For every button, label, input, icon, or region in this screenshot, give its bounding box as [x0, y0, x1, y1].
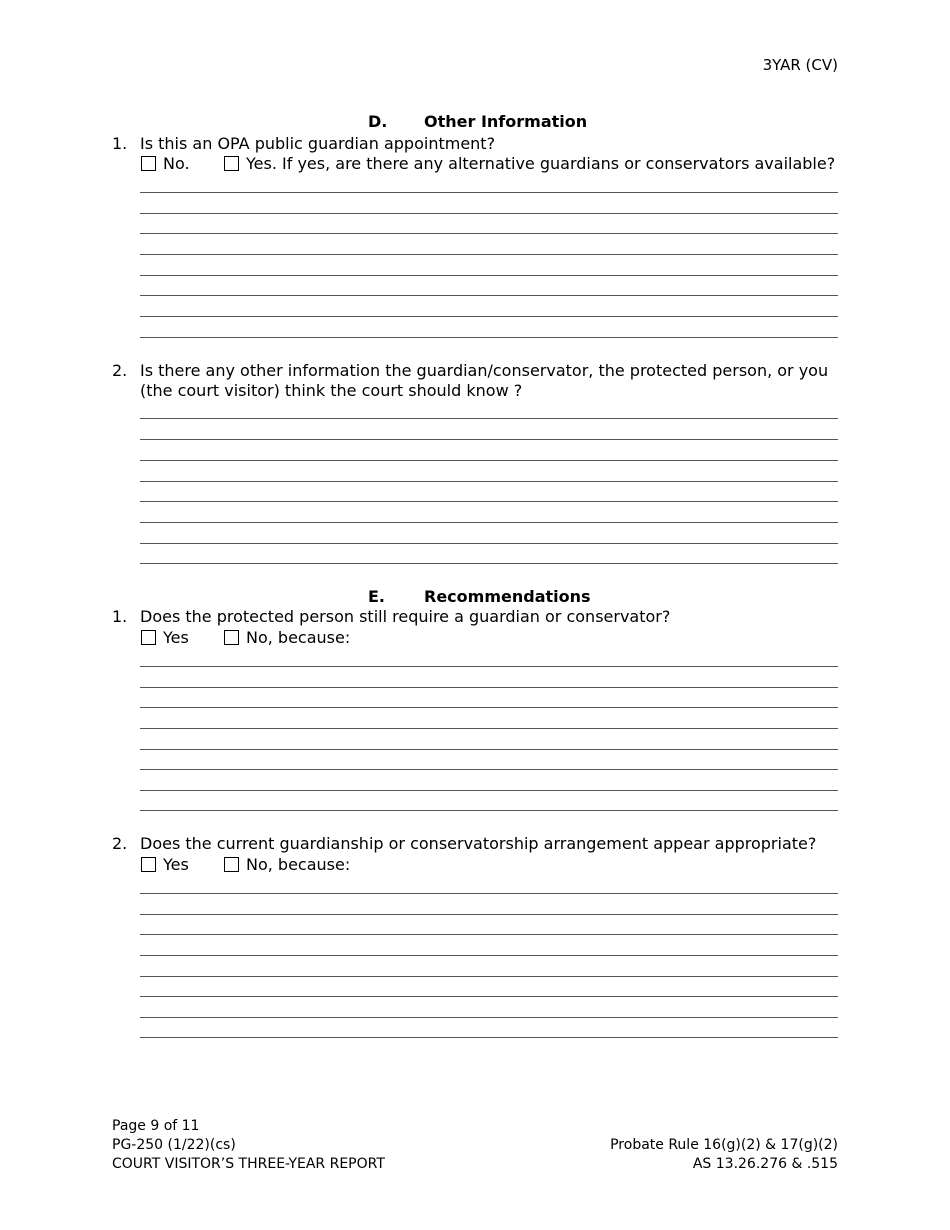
rule-reference: Probate Rule 16(g)(2) & 17(g)(2) [610, 1137, 838, 1153]
section-e-title: Recommendations [424, 587, 591, 606]
statute-reference: AS 13.26.276 & .515 [692, 1156, 838, 1172]
answer-line[interactable] [140, 337, 838, 338]
answer-line[interactable] [140, 213, 838, 214]
d-q1-number: 1. [112, 134, 128, 153]
answer-line[interactable] [140, 707, 838, 708]
answer-line[interactable] [140, 192, 838, 193]
answer-line[interactable] [140, 418, 838, 419]
answer-line[interactable] [140, 914, 838, 915]
page-number: Page 9 of 11 [112, 1118, 200, 1134]
e-q2-yes-checkbox[interactable] [141, 857, 156, 872]
e-q2-no-label: No, because: [246, 855, 351, 874]
d-q1-yes-checkbox[interactable] [224, 156, 239, 171]
answer-line[interactable] [140, 501, 838, 502]
e-q1-no-checkbox[interactable] [224, 630, 239, 645]
e-q2-yes-label: Yes [163, 855, 189, 874]
form-name: COURT VISITOR’S THREE-YEAR REPORT [112, 1156, 385, 1172]
d-q1-no-checkbox[interactable] [141, 156, 156, 171]
d-q1-no-label: No. [163, 154, 190, 173]
answer-line[interactable] [140, 666, 838, 667]
d-q1-option-yes[interactable] [224, 154, 835, 173]
e-q1-yes-checkbox[interactable] [141, 630, 156, 645]
answer-line[interactable] [140, 233, 838, 234]
e-q2-option-yes[interactable] [141, 855, 189, 874]
answer-line[interactable] [140, 955, 838, 956]
answer-line[interactable] [140, 810, 838, 811]
footer-left [112, 1117, 385, 1174]
answer-line[interactable] [140, 295, 838, 296]
e-q1-option-no[interactable] [224, 628, 350, 647]
e-q2-text: Does the current guardianship or conservatorship arrangement appear appropriate? [140, 834, 817, 853]
answer-line[interactable] [140, 1037, 838, 1038]
answer-line[interactable] [140, 275, 838, 276]
answer-line[interactable] [140, 976, 838, 977]
answer-line[interactable] [140, 728, 838, 729]
answer-line[interactable] [140, 1017, 838, 1018]
e-q1-number: 1. [112, 607, 128, 626]
answer-line[interactable] [140, 687, 838, 688]
answer-line[interactable] [140, 790, 838, 791]
e-q1-yes-label: Yes [163, 628, 189, 647]
answer-line[interactable] [140, 543, 838, 544]
e-q2-option-no[interactable] [224, 855, 350, 874]
answer-line[interactable] [140, 522, 838, 523]
e-q2-no-checkbox[interactable] [224, 857, 239, 872]
section-e-heading [0, 587, 950, 609]
answer-line[interactable] [140, 316, 838, 317]
answer-line[interactable] [140, 254, 838, 255]
e-q1-option-yes[interactable] [141, 628, 189, 647]
section-d-heading [0, 112, 950, 134]
e-q1-text: Does the protected person still require a guardian or conservator? [140, 607, 671, 626]
answer-line[interactable] [140, 460, 838, 461]
answer-line[interactable] [140, 439, 838, 440]
d-q1-option-no[interactable] [141, 154, 190, 173]
d-q1-text: Is this an OPA public guardian appointment? [140, 134, 496, 153]
form-code: PG-250 (1/22)(cs) [112, 1137, 236, 1153]
form-id: 3YAR (CV) [762, 56, 838, 74]
answer-line[interactable] [140, 563, 838, 564]
section-d-title: Other Information [424, 112, 588, 131]
answer-line[interactable] [140, 934, 838, 935]
d-q2-number: 2. [112, 361, 128, 380]
footer-right [610, 1136, 838, 1174]
answer-line[interactable] [140, 481, 838, 482]
answer-line[interactable] [140, 769, 838, 770]
d-q2-text: Is there any other information the guardian/conservator, the protected person, or you (the court visitor) think the court should know ? [140, 361, 829, 400]
answer-line[interactable] [140, 749, 838, 750]
section-e-letter: E. [368, 587, 386, 606]
answer-line[interactable] [140, 893, 838, 894]
answer-line[interactable] [140, 996, 838, 997]
d-q1-yes-label: Yes. If yes, are there any alternative guardians or conservators available? [246, 154, 836, 173]
section-d-letter: D. [368, 112, 388, 131]
e-q1-no-label: No, because: [246, 628, 351, 647]
e-q2-number: 2. [112, 834, 128, 853]
